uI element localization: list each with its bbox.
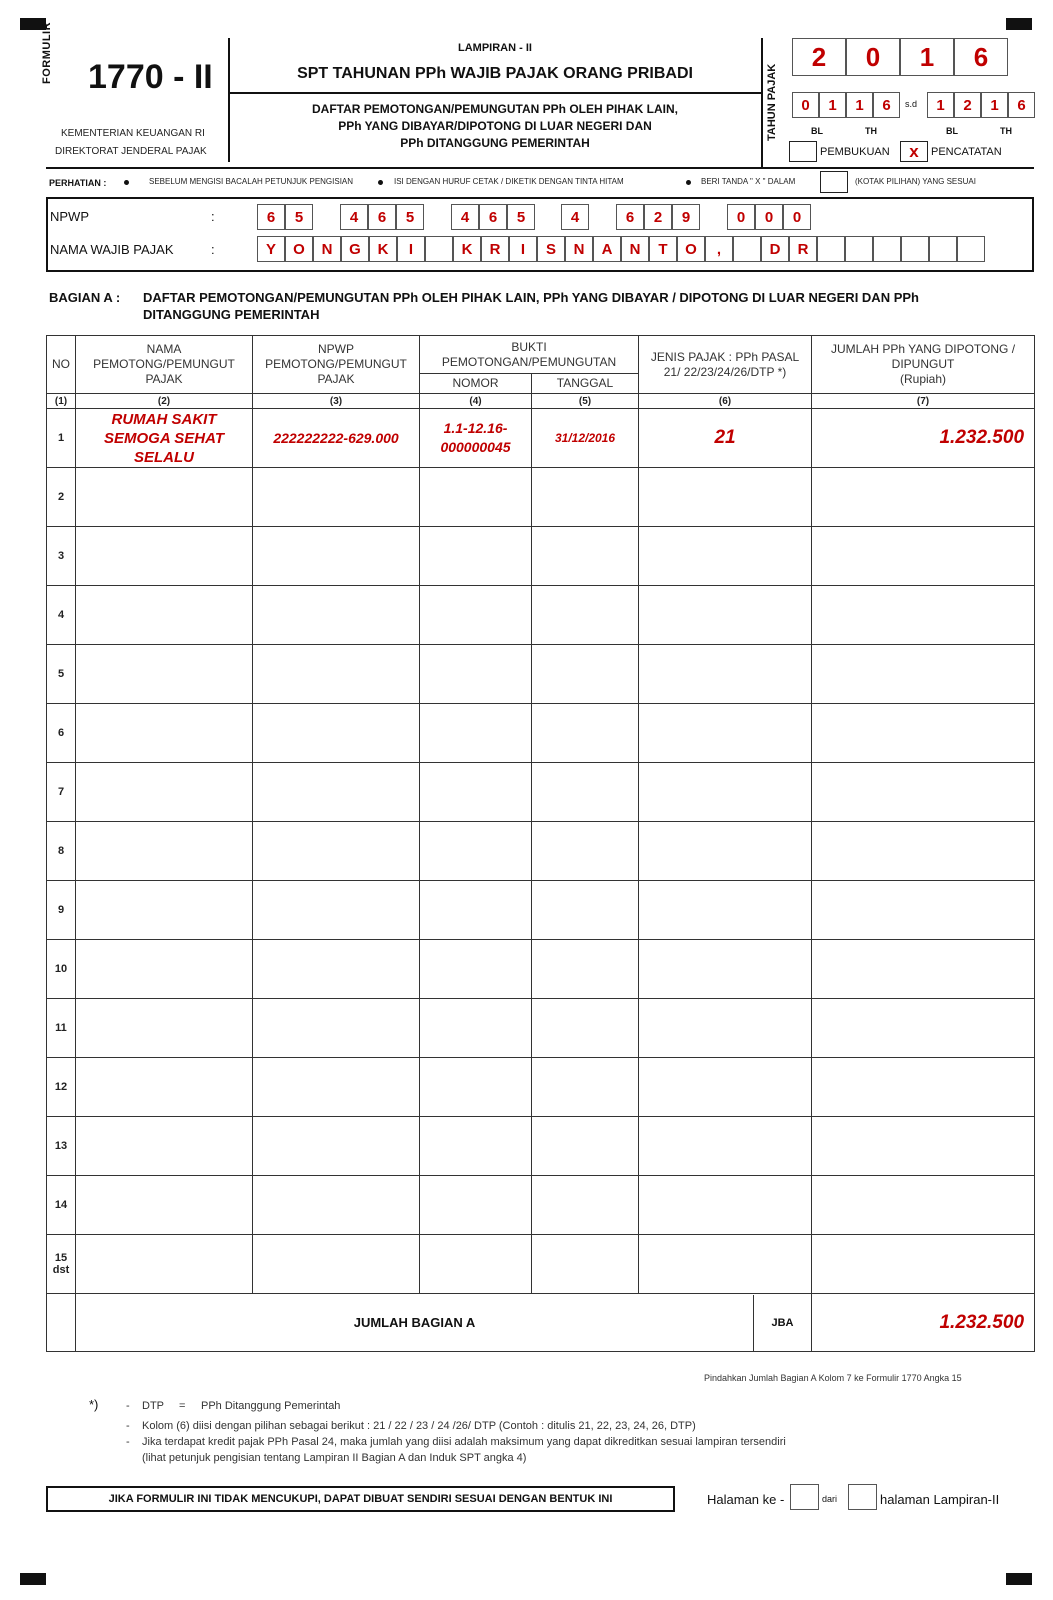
total-code: JBA <box>753 1295 811 1351</box>
npwp-digit[interactable]: 0 <box>783 204 811 230</box>
table-row <box>47 527 1035 586</box>
footnote-dash: - <box>126 1436 130 1448</box>
footnote-dtp-eq: = <box>179 1400 186 1412</box>
cell-jenis[interactable] <box>639 881 812 940</box>
row-number: 2 <box>47 468 76 527</box>
table-row <box>47 586 1035 645</box>
tax-year-digit-2[interactable]: 0 <box>846 38 900 76</box>
taxpayer-name-colon: : <box>211 242 215 257</box>
subtitle-line-2: PPh YANG DIBAYAR/DIPOTONG DI LUAR NEGERI DAN <box>338 119 652 133</box>
cell-npwp[interactable] <box>253 1058 420 1117</box>
name-char-box <box>929 236 957 262</box>
cell-jenis[interactable] <box>639 645 812 704</box>
section-title-line-1: DAFTAR PEMOTONGAN/PEMUNGUTAN PPh OLEH PIHAK LAIN, PPh YANG DIBAYAR / DIPOTONG DI LUAR NEGERI DAN PPh <box>143 290 919 305</box>
cell-jumlah[interactable] <box>812 999 1035 1058</box>
total-row-label-cell <box>76 1294 812 1352</box>
cell-nama[interactable] <box>76 940 253 999</box>
footnote-dtp-code: DTP <box>142 1400 164 1412</box>
cell-tanggal[interactable] <box>532 468 639 527</box>
period-to-digit-2[interactable]: 2 <box>954 92 981 118</box>
cell-npwp[interactable]: 222222222-629.000 <box>253 409 420 468</box>
cell-nomor[interactable] <box>420 586 532 645</box>
cell-jenis[interactable]: 21 <box>639 409 812 468</box>
name-char-box: N <box>565 236 593 262</box>
cell-nomor[interactable]: 1.1-12.16-000000045 <box>420 409 532 468</box>
row-number: 1 <box>47 409 76 468</box>
npwp-digit[interactable]: 0 <box>755 204 783 230</box>
page-number-input[interactable] <box>790 1484 819 1510</box>
cell-tanggal[interactable]: 31/12/2016 <box>532 409 639 468</box>
row-number: 10 <box>47 940 76 999</box>
period-from-digit-4[interactable]: 6 <box>873 92 900 118</box>
header-nomor: NOMOR <box>420 374 532 394</box>
footnote-2: Kolom (6) diisi dengan pilihan sebagai berikut : 21 / 22 / 23 / 24 /26/ DTP (Contoh : ditulis 21, 22, 23, 24, 26, DTP) <box>142 1420 696 1432</box>
pencatatan-label: PENCATATAN <box>931 146 1002 158</box>
example-checkbox <box>820 171 848 193</box>
cell-jenis[interactable] <box>639 822 812 881</box>
name-char-box: T <box>649 236 677 262</box>
row-number: 3 <box>47 527 76 586</box>
name-char-box <box>425 236 453 262</box>
form-vertical-label: FORMULIR <box>41 21 53 84</box>
npwp-digit[interactable]: 4 <box>451 204 479 230</box>
npwp-digit[interactable]: 5 <box>285 204 313 230</box>
cell-nama[interactable] <box>76 999 253 1058</box>
row-number: 7 <box>47 763 76 822</box>
pembukuan-label: PEMBUKUAN <box>820 146 890 158</box>
cell-npwp[interactable] <box>253 468 420 527</box>
header-no: NO <box>47 336 76 394</box>
cell-jenis[interactable] <box>639 704 812 763</box>
to-month-label: BL <box>946 126 958 136</box>
table-row <box>47 409 1035 468</box>
cell-tanggal[interactable] <box>532 881 639 940</box>
subtitle-line-1: DAFTAR PEMOTONGAN/PEMUNGUTAN PPh OLEH PIHAK LAIN, <box>312 102 678 116</box>
taxpayer-identity-box <box>46 197 1034 272</box>
cell-nama[interactable] <box>76 763 253 822</box>
name-char-box <box>873 236 901 262</box>
cell-npwp[interactable] <box>253 527 420 586</box>
cell-nama[interactable] <box>76 645 253 704</box>
cell-npwp[interactable] <box>253 1235 420 1294</box>
bullet-icon <box>686 180 691 185</box>
cell-jenis[interactable] <box>639 1176 812 1235</box>
row-number: 14 <box>47 1176 76 1235</box>
row-number: 9 <box>47 881 76 940</box>
name-char-box: O <box>677 236 705 262</box>
npwp-digit[interactable]: 6 <box>479 204 507 230</box>
total-value[interactable]: 1.232.500 <box>812 1294 1035 1352</box>
cell-nama[interactable] <box>76 704 253 763</box>
cell-npwp[interactable] <box>253 704 420 763</box>
cell-nomor[interactable] <box>420 881 532 940</box>
footnote-dash: - <box>126 1420 130 1432</box>
cell-jumlah[interactable] <box>812 881 1035 940</box>
period-from-digit-2[interactable]: 1 <box>819 92 846 118</box>
cell-npwp[interactable] <box>253 940 420 999</box>
page-suffix: halaman Lampiran-II <box>880 1492 1000 1507</box>
cell-jumlah[interactable] <box>812 468 1035 527</box>
footnote-dash: - <box>126 1400 130 1412</box>
total-label: JUMLAH BAGIAN A <box>353 1315 476 1330</box>
col-number: (5) <box>532 394 639 409</box>
row-number: 8 <box>47 822 76 881</box>
name-char-box: I <box>397 236 425 262</box>
row-number: 12 <box>47 1058 76 1117</box>
footnote-3-line-1: Jika terdapat kredit pajak PPh Pasal 24, maka jumlah yang diisi adalah maksimum yang dapat dikreditkan sesuai lampiran tersendiri <box>142 1436 786 1448</box>
table-row <box>47 940 1035 999</box>
subtitle-line-3: PPh DITANGGUNG PEMERINTAH <box>400 136 590 150</box>
notice-item-2: ISI DENGAN HURUF CETAK / DIKETIK DENGAN TINTA HITAM <box>394 177 624 186</box>
cell-tanggal[interactable] <box>532 940 639 999</box>
cell-tanggal[interactable] <box>532 763 639 822</box>
cell-tanggal[interactable] <box>532 586 639 645</box>
name-char-box: S <box>537 236 565 262</box>
lampiran-label: LAMPIRAN - II <box>458 42 532 54</box>
table-row <box>47 1058 1035 1117</box>
period-separator: s.d <box>905 99 918 109</box>
table-row <box>47 822 1035 881</box>
cell-tanggal[interactable] <box>532 527 639 586</box>
table-row <box>47 999 1035 1058</box>
cell-jenis[interactable] <box>639 1058 812 1117</box>
npwp-digit[interactable]: 4 <box>340 204 368 230</box>
name-char-box: G <box>341 236 369 262</box>
cell-tanggal[interactable] <box>532 645 639 704</box>
cell-tanggal[interactable] <box>532 1235 639 1294</box>
tax-year-digit-1[interactable]: 2 <box>792 38 846 76</box>
period-to-digit-3[interactable]: 1 <box>981 92 1008 118</box>
name-char-box: R <box>789 236 817 262</box>
header-jenis: JENIS PAJAK : PPh PASAL 21/ 22/23/24/26/DTP *) <box>639 336 812 394</box>
col-number: (4) <box>420 394 532 409</box>
cell-npwp[interactable] <box>253 645 420 704</box>
row-number: 6 <box>47 704 76 763</box>
notice-item-3: BERI TANDA " X " DALAM <box>701 177 796 186</box>
cell-npwp[interactable] <box>253 999 420 1058</box>
cell-jenis[interactable] <box>639 468 812 527</box>
name-char-box: R <box>481 236 509 262</box>
taxpayer-name-field[interactable] <box>257 236 985 262</box>
ministry-line-1: KEMENTERIAN KEUANGAN RI <box>61 128 205 139</box>
cell-jumlah[interactable] <box>812 645 1035 704</box>
tax-year-digit-3[interactable]: 1 <box>900 38 954 76</box>
cell-nomor[interactable] <box>420 1058 532 1117</box>
cell-jumlah[interactable] <box>812 763 1035 822</box>
cell-jumlah[interactable] <box>812 940 1035 999</box>
cell-tanggal[interactable] <box>532 1117 639 1176</box>
cell-nama[interactable]: RUMAH SAKIT SEMOGA SEHAT SELALU <box>76 409 253 468</box>
table-row <box>47 468 1035 527</box>
of-label: dari <box>822 1494 838 1504</box>
name-char-box: K <box>369 236 397 262</box>
cell-jumlah[interactable] <box>812 1117 1035 1176</box>
name-char-box <box>733 236 761 262</box>
to-year-label: TH <box>1000 126 1012 136</box>
cell-nama[interactable] <box>76 1235 253 1294</box>
cell-nomor[interactable] <box>420 1176 532 1235</box>
name-char-box: D <box>761 236 789 262</box>
name-char-box <box>901 236 929 262</box>
npwp-label: NPWP <box>50 209 89 224</box>
cell-jenis[interactable] <box>639 1117 812 1176</box>
col-number: (1) <box>47 394 76 409</box>
row-number: 15 dst <box>47 1235 76 1294</box>
npwp-digit[interactable]: 5 <box>507 204 535 230</box>
cell-npwp[interactable] <box>253 1176 420 1235</box>
cell-jenis[interactable] <box>639 527 812 586</box>
npwp-digit[interactable]: 5 <box>396 204 424 230</box>
period-to-digit-4[interactable]: 6 <box>1008 92 1035 118</box>
notice-label: PERHATIAN : <box>49 178 107 188</box>
page-total-input[interactable] <box>848 1484 877 1510</box>
cell-npwp[interactable] <box>253 822 420 881</box>
cell-tanggal[interactable] <box>532 999 639 1058</box>
tax-year-label: TAHUN PAJAK <box>766 63 778 141</box>
npwp-digit[interactable]: 6 <box>257 204 285 230</box>
transfer-note: Pindahkan Jumlah Bagian A Kolom 7 ke Formulir 1770 Angka 15 <box>704 1373 962 1383</box>
cell-nama[interactable] <box>76 1117 253 1176</box>
table-row <box>47 1235 1035 1294</box>
cell-nomor[interactable] <box>420 704 532 763</box>
name-char-box <box>957 236 985 262</box>
registration-mark-top-right <box>1006 18 1032 30</box>
cell-tanggal[interactable] <box>532 1058 639 1117</box>
cell-jenis[interactable] <box>639 999 812 1058</box>
name-char-box <box>845 236 873 262</box>
row-number: 5 <box>47 645 76 704</box>
row-number: 13 <box>47 1117 76 1176</box>
bullet-icon <box>378 180 383 185</box>
cell-nomor[interactable] <box>420 1235 532 1294</box>
name-char-box: N <box>313 236 341 262</box>
name-char-box: I <box>509 236 537 262</box>
tax-year-digit-4[interactable]: 6 <box>954 38 1008 76</box>
cell-jenis[interactable] <box>639 586 812 645</box>
name-char-box: , <box>705 236 733 262</box>
pencatatan-checkbox[interactable]: x <box>900 141 928 162</box>
npwp-digit[interactable]: 2 <box>644 204 672 230</box>
name-char-box: Y <box>257 236 285 262</box>
cell-npwp[interactable] <box>253 586 420 645</box>
cell-nama[interactable] <box>76 468 253 527</box>
cell-nama[interactable] <box>76 1176 253 1235</box>
taxpayer-name-label: NAMA WAJIB PAJAK <box>50 242 174 257</box>
cell-nomor[interactable] <box>420 468 532 527</box>
bullet-icon <box>124 180 129 185</box>
table-row <box>47 645 1035 704</box>
from-month-label: BL <box>811 126 823 136</box>
col-number: (3) <box>253 394 420 409</box>
total-spacer <box>47 1294 76 1352</box>
name-char-box: O <box>285 236 313 262</box>
cell-jumlah[interactable] <box>812 1176 1035 1235</box>
header-bukti: BUKTI PEMOTONGAN/PEMUNGUTAN <box>420 336 639 374</box>
registration-mark-bottom-left <box>20 1573 46 1585</box>
cell-jumlah[interactable] <box>812 527 1035 586</box>
cell-jumlah[interactable] <box>812 586 1035 645</box>
section-title-line-2: DITANGGUNG PEMERINTAH <box>143 307 320 322</box>
cell-jumlah[interactable] <box>812 822 1035 881</box>
page-title: SPT TAHUNAN PPh WAJIB PAJAK ORANG PRIBADI <box>297 65 693 82</box>
cell-nama[interactable] <box>76 586 253 645</box>
cell-jumlah[interactable] <box>812 1058 1035 1117</box>
header-jumlah: JUMLAH PPh YANG DIPOTONG / DIPUNGUT (Rupiah) <box>812 336 1035 394</box>
footnote-asterisk: *) <box>89 1397 99 1412</box>
cell-nomor[interactable] <box>420 999 532 1058</box>
cell-tanggal[interactable] <box>532 704 639 763</box>
npwp-digit[interactable]: 0 <box>727 204 755 230</box>
cell-npwp[interactable] <box>253 881 420 940</box>
cell-nomor[interactable] <box>420 822 532 881</box>
npwp-digit[interactable]: 6 <box>616 204 644 230</box>
npwp-digit[interactable]: 9 <box>672 204 700 230</box>
period-to-digit-1[interactable]: 1 <box>927 92 954 118</box>
form-number: 1770 - II <box>88 58 213 96</box>
footnote-3-line-2: (lihat petunjuk pengisian tentang Lampiran II Bagian A dan Induk SPT angka 4) <box>142 1452 527 1464</box>
cell-jumlah[interactable] <box>812 1235 1035 1294</box>
name-char-box <box>817 236 845 262</box>
row-number: 11 <box>47 999 76 1058</box>
table-row <box>47 763 1035 822</box>
section-label: BAGIAN A : <box>49 290 121 305</box>
col-number: (6) <box>639 394 812 409</box>
notice-item-1: SEBELUM MENGISI BACALAH PETUNJUK PENGISIAN <box>149 177 354 186</box>
footnote-dtp-text: PPh Ditanggung Pemerintah <box>201 1400 341 1412</box>
cell-nomor[interactable] <box>420 1117 532 1176</box>
cell-jenis[interactable] <box>639 940 812 999</box>
cell-jumlah[interactable]: 1.232.500 <box>812 409 1035 468</box>
cell-npwp[interactable] <box>253 763 420 822</box>
cell-nomor[interactable] <box>420 527 532 586</box>
header-tanggal: TANGGAL <box>532 374 639 394</box>
cell-tanggal[interactable] <box>532 822 639 881</box>
cell-npwp[interactable] <box>253 1117 420 1176</box>
col-number: (7) <box>812 394 1035 409</box>
table-row <box>47 1117 1035 1176</box>
name-char-box: K <box>453 236 481 262</box>
period-from-digit-1[interactable]: 0 <box>792 92 819 118</box>
row-number: 4 <box>47 586 76 645</box>
cell-jenis[interactable] <box>639 763 812 822</box>
cell-nomor[interactable] <box>420 645 532 704</box>
page-label: Halaman ke - <box>707 1492 785 1507</box>
npwp-digit[interactable]: 4 <box>561 204 589 230</box>
col-number: (2) <box>76 394 253 409</box>
period-from-digit-3[interactable]: 1 <box>846 92 873 118</box>
from-year-label: TH <box>865 126 877 136</box>
pembukuan-checkbox[interactable] <box>789 141 817 162</box>
table-row <box>47 881 1035 940</box>
name-char-box: A <box>593 236 621 262</box>
cell-jumlah[interactable] <box>812 704 1035 763</box>
header-npwp: NPWP PEMOTONG/PEMUNGUT PAJAK <box>253 336 420 394</box>
cell-nomor[interactable] <box>420 763 532 822</box>
header-nama: NAMA PEMOTONG/PEMUNGUT PAJAK <box>76 336 253 394</box>
cell-nama[interactable] <box>76 527 253 586</box>
ministry-line-2: DIREKTORAT JENDERAL PAJAK <box>55 146 207 157</box>
notice-item-3-suffix: (KOTAK PILIHAN) YANG SESUAI <box>855 177 976 186</box>
name-char-box: N <box>621 236 649 262</box>
withholding-table <box>46 335 1035 1352</box>
npwp-digit[interactable]: 6 <box>368 204 396 230</box>
npwp-colon: : <box>211 209 215 224</box>
cell-jenis[interactable] <box>639 1235 812 1294</box>
cell-nama[interactable] <box>76 822 253 881</box>
cell-tanggal[interactable] <box>532 1176 639 1235</box>
table-row <box>47 1176 1035 1235</box>
table-row <box>47 704 1035 763</box>
cell-nomor[interactable] <box>420 940 532 999</box>
boxed-note: JIKA FORMULIR INI TIDAK MENCUKUPI, DAPAT DIBUAT SENDIRI SESUAI DENGAN BENTUK INI <box>46 1486 675 1512</box>
cell-nama[interactable] <box>76 1058 253 1117</box>
registration-mark-bottom-right <box>1006 1573 1032 1585</box>
cell-nama[interactable] <box>76 881 253 940</box>
